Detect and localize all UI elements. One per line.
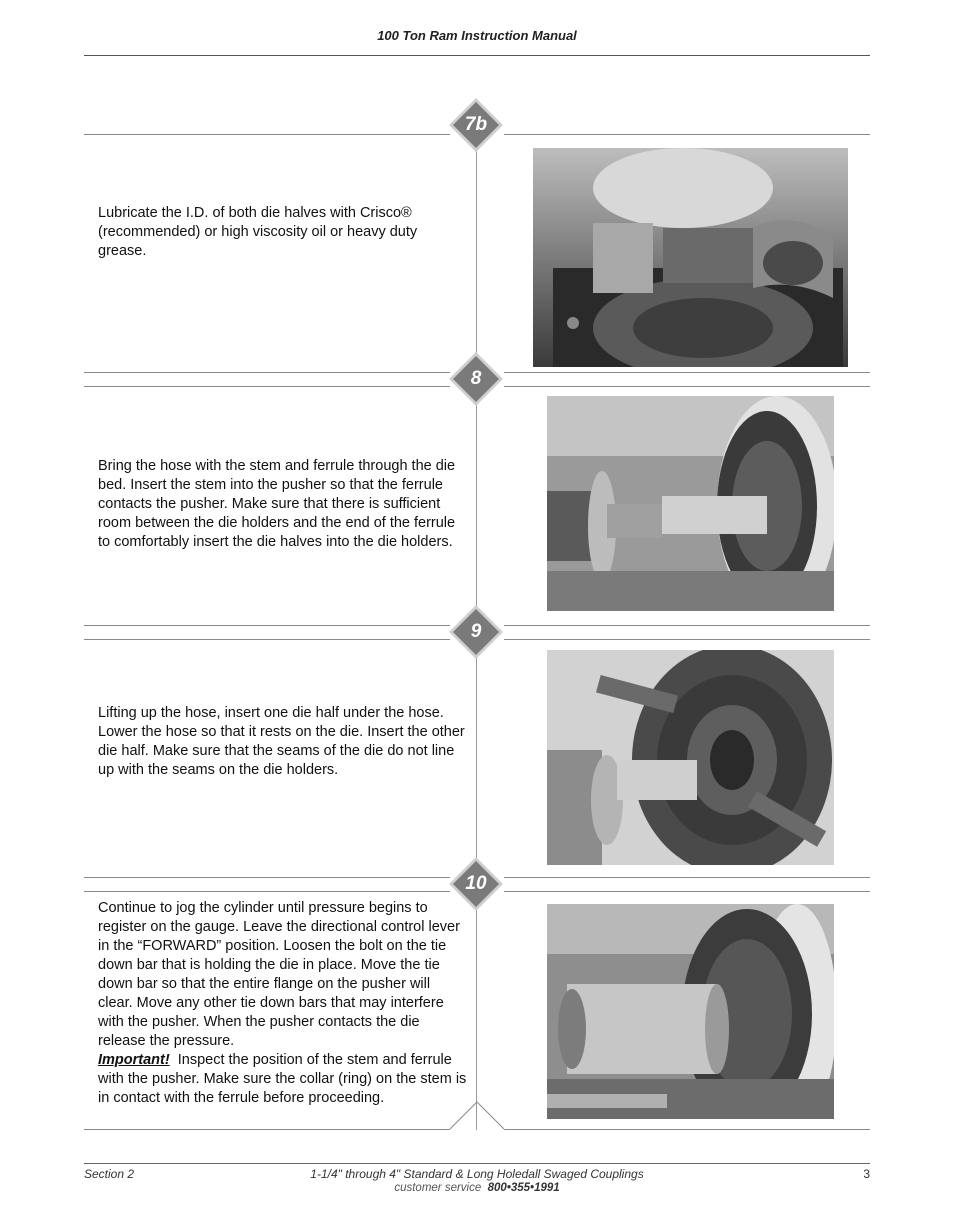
manual-title: 100 Ton Ram Instruction Manual [377,28,577,43]
divider-step-7b-right [504,134,870,135]
important-label: Important! [98,1052,170,1068]
step-badge-9 [448,604,504,660]
divider-step-9-lower-right [504,639,870,640]
divider-step-9-upper-left [84,625,450,626]
divider-step-8-lower-right [504,386,870,387]
important-note: Inspect the position of the stem and ferrule with the pusher. Make sure the collar (ring) on the stem is in contact with the ferrule before proceeding. [98,1052,467,1106]
divider-step-8-upper-left [84,372,450,373]
divider-step-10-upper-left [84,877,450,878]
footer-subtitle: 1-1/4" through 4" Standard & Long Holedall Swaged Couplings [310,1167,644,1181]
divider-bottom-right [504,1129,870,1130]
step-10-photo [547,904,834,1119]
step-badge-8 [448,351,504,407]
step-9-instructions: Lifting up the hose, insert one die half under the hose. Lower the hose so that it rests on the die. Insert the other die half. Make sure that the seams of the die do not line up with the seams on the die holders. [98,705,465,778]
divider-step-10-upper-right [504,877,870,878]
step-number: 10 [465,873,487,894]
divider-step-9-upper-right [504,625,870,626]
step-number: 8 [470,368,482,389]
divider-step-8-lower-left [84,386,450,387]
step-badge-7b [448,97,504,153]
step-10-body: Continue to jog the cylinder until pressure begins to register on the gauge. Leave the directional control lever in the “FORWARD” position. Loosen the bolt on the tie down bar that is holding the die in place. Move the tie down bar so that the entire flange on the pusher will clear. Move any other tie down bars that may interfere with the pusher. When the pusher contacts the die release the pressure. [98,900,460,1049]
step-number: 9 [470,621,482,642]
photo-icon [547,396,834,611]
footer-customer-service [0,1182,954,1194]
step-7b-photo [533,148,848,367]
step-number: 7b [464,114,488,135]
step-8-photo [547,396,834,611]
step-7b-instructions: Lubricate the I.D. of both die halves with Crisco® (recommended) or high viscosity oil or heavy duty grease. [98,205,418,259]
step-8-instructions: Bring the hose with the stem and ferrule through the die bed. Insert the stem into the pusher so that the ferrule contacts the pusher. Make sure that there is sufficient room between the die holders and the end of the ferrule to comfortably insert the die halves into the die holders. [98,458,456,550]
footer-rule [84,1163,870,1164]
footer-section: Section 2 [84,1167,135,1181]
header-rule [84,55,870,56]
divider-step-10-lower-right [504,891,870,892]
divider-step-9-lower-left [84,639,450,640]
photo-icon [547,904,834,1119]
photo-icon [533,148,848,367]
photo-icon [547,650,834,865]
divider-step-10-lower-left [84,891,450,892]
customer-service-label: customer service [394,1182,482,1194]
step-9-photo [547,650,834,865]
footer-page-number: 3 [863,1167,870,1181]
divider-step-7b-left [84,134,450,135]
step-10-instructions [98,899,468,1108]
customer-service-phone: 800•355•1991 [487,1182,560,1194]
divider-bottom-left [84,1129,450,1130]
divider-step-8-upper-right [504,372,870,373]
